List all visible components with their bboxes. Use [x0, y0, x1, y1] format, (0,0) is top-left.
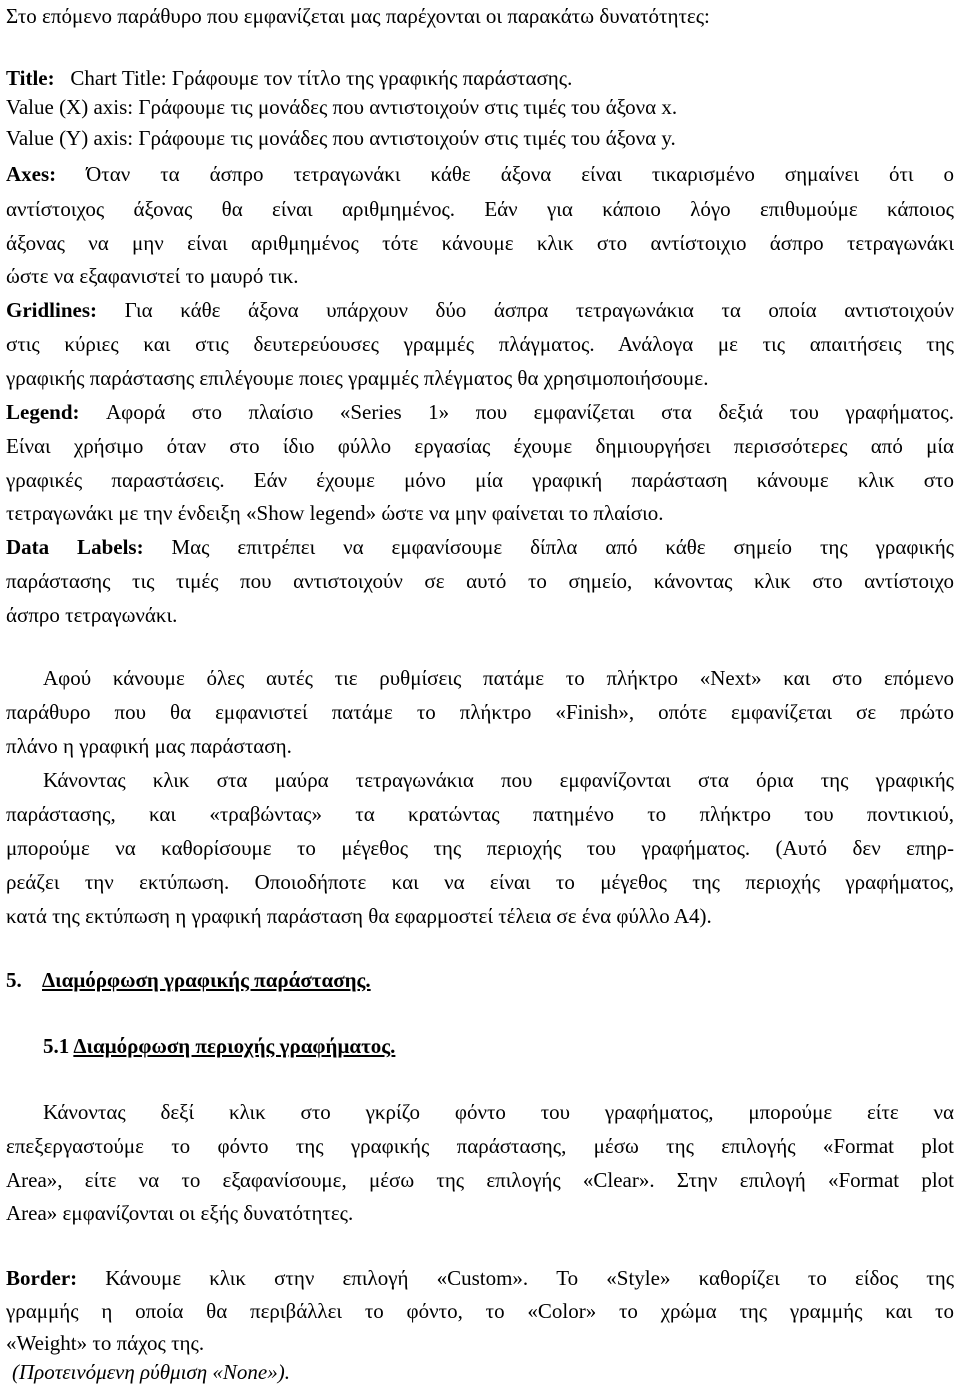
- legend-label: Legend:: [6, 400, 80, 424]
- plot-area-line-3: Area», είτε να το εξαφανίσουμε, μέσω της επιλογής «Clear». Στην επιλογή «Format plot: [6, 1168, 954, 1192]
- y-axis-option: Value (Y) axis: Γράφουμε τις μονάδες που αντιστοιχούν στις τιμές του άξονα y.: [6, 126, 676, 150]
- gridlines-label: Gridlines:: [6, 298, 98, 322]
- data-labels-label: Data Labels:: [6, 535, 144, 559]
- plot-area-line-4: Area» εμφανίζονται οι εξής δυνατότητες.: [6, 1201, 354, 1225]
- title-text: Chart Title: Γράφουμε τον τίτλο της γραφικής παράστασης.: [70, 66, 573, 90]
- resize-line-2: παράστασης, και «τραβώντας» τα κρατώντας πατημένο το πλήκτρο του ποντικιού,: [6, 802, 954, 826]
- section-title: Διαμόρφωση γραφικής παράστασης.: [42, 968, 371, 992]
- axes-option: [6, 160, 954, 188]
- next-finish-line-3: πλάνο η γραφική μας παράσταση.: [6, 734, 292, 758]
- title-option: [6, 64, 954, 92]
- resize-paragraph: Κάνοντας κλικ στα μαύρα τετραγωνάκια που εμφανίζονται στα όρια της γραφικής: [43, 768, 954, 792]
- legend-line-2: Είναι χρήσιμο όταν στο ίδιο φύλλο εργασίας έχουμε δημιουργήσει περισσότερες από μία: [6, 434, 954, 458]
- data-labels-text: Μας επιτρέπει να εμφανίσουμε δίπλα από κάθε σημείο της γραφικής: [171, 535, 955, 559]
- suggested-setting: [12, 1358, 954, 1386]
- resize-line-5: κατά της εκτύπωση η γραφική παράσταση θα εφαρμοστεί τέλεια σε ένα φύλλο Α4).: [6, 904, 712, 928]
- legend-text: Αφορά στο πλαίσιο «Series 1» που εμφανίζεται στα δεξιά του γραφήματος.: [105, 400, 954, 424]
- axes-line-3: άξονας να μην είναι αριθμημένος τότε κάνουμε κλικ στο αντίστοιχιο άσπρο τετραγωνάκι: [6, 231, 954, 255]
- border-line-3: «Weight» το πάχος της.: [6, 1331, 205, 1355]
- data-labels-line-2: παράστασης τις τιμές που αντιστοιχούν σε αυτό το σημείο, κάνοντας κλικ στο αντίστοιχο: [6, 569, 954, 593]
- border-line-2: γραμμής η οποία θα περιβάλλει το φόντο, το «Color» το χρώμα της γραμμής και το: [6, 1299, 954, 1323]
- plot-area-line-2: επεξεργαστούμε το φόντο της γραφικής παράστασης, μέσω της επιλογής «Format plot: [6, 1134, 954, 1158]
- border-label: Border:: [6, 1266, 78, 1290]
- gridlines-option: [6, 296, 954, 324]
- legend-option: [6, 398, 954, 426]
- data-labels-option: [6, 533, 954, 561]
- axes-line-2: αντίστοιχος άξονας θα είναι αριθμημένος. Εάν για κάποιο λόγο επιθυμούμε κάποιος: [6, 197, 954, 221]
- x-axis-option: Value (X) axis: Γράφουμε τις μονάδες που αντιστοιχούν στις τιμές του άξονα x.: [6, 95, 678, 119]
- section-heading: [6, 966, 954, 994]
- resize-line-3: μπορούμε να καθορίσουμε το μέγεθος της περιοχής του γραφήματος. (Αυτό δεν επηρ-: [6, 836, 954, 860]
- gridlines-line-3: γραφικής παράστασης επιλέγουμε ποιες γραμμές πλέγματος θα χρησιμοποιήσουμε.: [6, 366, 709, 390]
- next-finish-line-2: παράθυρο που θα εμφανιστεί πατάμε το πλήκτρο «Finish», οπότε εμφανίζεται σε πρώτο: [6, 700, 954, 724]
- gridlines-line-2: στις κύριες και στις δευτερεύουσες γραμμές πλάγματος. Ανάλογα με τις απαιτήσεις της: [6, 332, 954, 356]
- subsection-title: Διαμόρφωση περιοχής γραφήματος.: [73, 1034, 396, 1058]
- section-number: 5.: [6, 968, 22, 992]
- axes-label: Axes:: [6, 162, 57, 186]
- border-option: [6, 1264, 954, 1292]
- axes-text: Όταν τα άσπρο τετραγωνάκι κάθε άξονα είναι τικαρισμένο σημαίνει ότι ο: [86, 162, 954, 186]
- title-label: Title:: [6, 66, 55, 90]
- gridlines-text: Για κάθε άξονα υπάρχουν δύο άσπρα τετραγωνάκια τα οποία αντιστοιχούν: [124, 298, 955, 322]
- plot-area-paragraph: Κάνοντας δεξί κλικ στο γκρίζο φόντο του γραφήματος, μπορούμε είτε να: [43, 1100, 954, 1124]
- subsection-heading: [43, 1032, 954, 1060]
- legend-line-3: γραφικές παραστάσεις. Εάν έχουμε μόνο μία γραφική παράσταση κάνουμε κλικ στο: [6, 468, 954, 492]
- suggested-setting-text: (Προτεινόμενη ρύθμιση «None»).: [12, 1360, 290, 1384]
- subsection-number: 5.1: [43, 1034, 70, 1058]
- intro-line: Στο επόμενο παράθυρο που εμφανίζεται μας παρέχονται οι παρακάτω δυνατότητες:: [6, 4, 710, 28]
- border-text: Κάνουμε κλικ στην επιλογή «Custom». Το «Style» καθορίζει το είδος της: [105, 1266, 955, 1290]
- next-finish-paragraph: Αφού κάνουμε όλες αυτές τιε ρυθμίσεις πατάμε το πλήκτρο «Next» και στο επόμενο: [43, 666, 954, 690]
- axes-line-4: ώστε να εξαφανιστεί το μαυρό τικ.: [6, 264, 299, 288]
- legend-line-4: τετραγωνάκι με την ένδειξη «Show legend» ώστε να μην φαίνεται το πλαίσιο.: [6, 501, 664, 525]
- data-labels-line-3: άσπρο τετραγωνάκι.: [6, 603, 178, 627]
- resize-line-4: ρεάζει την εκτύπωση. Οποιοδήποτε και να είναι το μέγεθος της περιοχής γραφήματος,: [6, 870, 954, 894]
